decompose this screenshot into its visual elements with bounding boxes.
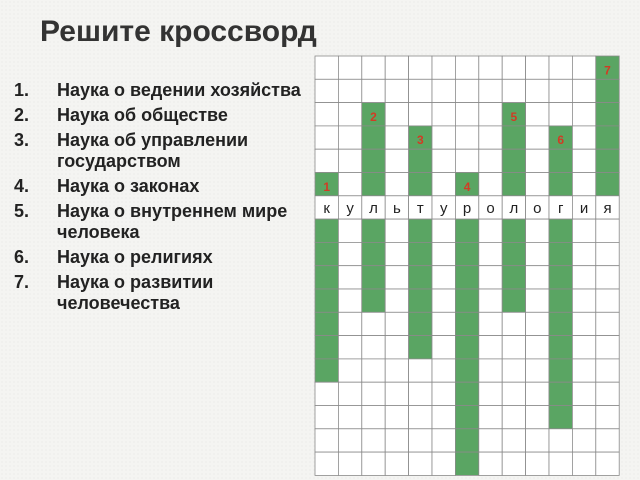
- grid-cell: [315, 406, 338, 429]
- grid-cell: [455, 79, 478, 102]
- filled-cell: [455, 336, 478, 359]
- answer-letter: о: [533, 200, 542, 218]
- filled-cell: [315, 289, 338, 312]
- grid-cell: [596, 429, 619, 452]
- grid-cell: [479, 429, 502, 452]
- answer-letter: и: [579, 200, 589, 218]
- grid-cell: [502, 382, 525, 405]
- grid-cell: [432, 56, 455, 79]
- grid-cell: [409, 359, 432, 382]
- grid-cell: [338, 382, 361, 405]
- filled-cell: [409, 312, 432, 335]
- grid-cell: [479, 406, 502, 429]
- word-number-7: 7: [604, 63, 611, 78]
- grid-cell: [502, 406, 525, 429]
- filled-cell: [362, 242, 385, 265]
- filled-cell: [549, 266, 572, 289]
- answer-letter: к: [323, 200, 330, 218]
- grid-cell: [479, 359, 502, 382]
- answer-letter: о: [486, 200, 495, 218]
- filled-cell: [549, 242, 572, 265]
- filled-cell: [455, 312, 478, 335]
- grid-cell: [572, 79, 595, 102]
- grid-cell: [385, 406, 408, 429]
- filled-cell: [549, 219, 572, 242]
- grid-cell: [338, 312, 361, 335]
- grid-cell: [596, 312, 619, 335]
- filled-cell: [409, 149, 432, 172]
- grid-cell: [315, 429, 338, 452]
- grid-cell: [315, 126, 338, 149]
- filled-cell: [315, 242, 338, 265]
- grid-cell: [385, 336, 408, 359]
- grid-cell: [502, 429, 525, 452]
- filled-cell: [409, 242, 432, 265]
- grid-cell: [596, 336, 619, 359]
- filled-cell: [596, 173, 619, 196]
- grid-cell: [338, 406, 361, 429]
- grid-cell: [549, 452, 572, 475]
- clue-text: Наука о развитии человечества: [57, 272, 214, 313]
- filled-cell: [362, 149, 385, 172]
- word-number-5: 5: [510, 109, 518, 124]
- filled-cell: [362, 126, 385, 149]
- grid-cell: [502, 336, 525, 359]
- word-number-1: 1: [323, 179, 331, 194]
- grid-cell: [572, 242, 595, 265]
- grid-cell: [572, 219, 595, 242]
- clue-number: 5.: [14, 201, 30, 221]
- grid-cell: [479, 312, 502, 335]
- grid-cell: [409, 406, 432, 429]
- grid-cell: [385, 266, 408, 289]
- grid-cell: [362, 406, 385, 429]
- grid-cell: [596, 406, 619, 429]
- grid-cell: [572, 359, 595, 382]
- grid-cell: [385, 359, 408, 382]
- grid-cell: [549, 56, 572, 79]
- grid-cell: [432, 336, 455, 359]
- grid-cell: [432, 103, 455, 126]
- grid-cell: [596, 289, 619, 312]
- grid-cell: [596, 382, 619, 405]
- grid-cell: [432, 359, 455, 382]
- grid-cell: [572, 406, 595, 429]
- grid-cell: [572, 103, 595, 126]
- page-title: Решите кроссворд: [40, 15, 317, 48]
- grid-cell: [385, 219, 408, 242]
- grid-cell: [526, 79, 549, 102]
- grid-cell: [526, 56, 549, 79]
- grid-cell: [526, 289, 549, 312]
- grid-cell: [479, 103, 502, 126]
- filled-cell: [409, 336, 432, 359]
- grid-cell: [526, 382, 549, 405]
- grid-cell: [526, 266, 549, 289]
- filled-cell: [315, 336, 338, 359]
- grid-cell: [526, 452, 549, 475]
- grid-cell: [432, 266, 455, 289]
- grid-cell: [572, 429, 595, 452]
- grid-cell: [432, 429, 455, 452]
- filled-cell: [409, 266, 432, 289]
- clue-text: Наука об обществе: [57, 105, 228, 125]
- grid-cell: [479, 173, 502, 196]
- grid-cell: [502, 56, 525, 79]
- grid-cell: [409, 103, 432, 126]
- filled-cell: [409, 173, 432, 196]
- grid-cell: [455, 126, 478, 149]
- grid-cell: [549, 103, 572, 126]
- grid-cell: [385, 452, 408, 475]
- grid-cell: [385, 429, 408, 452]
- filled-cell: [362, 219, 385, 242]
- word-number-4: 4: [463, 179, 471, 194]
- grid-cell: [526, 149, 549, 172]
- grid-cell: [572, 126, 595, 149]
- grid-cell: [362, 79, 385, 102]
- grid-cell: [385, 79, 408, 102]
- grid-cell: [315, 103, 338, 126]
- grid-cell: [315, 79, 338, 102]
- answer-letter: у: [439, 200, 448, 218]
- answer-letter: р: [462, 200, 472, 218]
- grid-cell: [338, 359, 361, 382]
- filled-cell: [409, 289, 432, 312]
- grid-cell: [596, 359, 619, 382]
- grid-cell: [549, 429, 572, 452]
- grid-cell: [502, 312, 525, 335]
- filled-cell: [455, 452, 478, 475]
- grid-cell: [572, 173, 595, 196]
- grid-cell: [596, 219, 619, 242]
- grid-cell: [315, 56, 338, 79]
- grid-cell: [502, 452, 525, 475]
- filled-cell: [455, 382, 478, 405]
- grid-cell: [479, 79, 502, 102]
- grid-cell: [338, 266, 361, 289]
- filled-cell: [596, 149, 619, 172]
- grid-cell: [409, 382, 432, 405]
- filled-cell: [549, 289, 572, 312]
- grid-cell: [338, 149, 361, 172]
- grid-cell: [362, 452, 385, 475]
- grid-cell: [362, 429, 385, 452]
- grid-cell: [526, 173, 549, 196]
- answer-letter: я: [603, 200, 612, 218]
- grid-cell: [432, 126, 455, 149]
- answer-letter: л: [369, 200, 378, 218]
- filled-cell: [502, 289, 525, 312]
- grid-cell: [432, 149, 455, 172]
- grid-cell: [432, 289, 455, 312]
- grid-cell: [455, 56, 478, 79]
- grid-cell: [385, 173, 408, 196]
- grid-cell: [385, 312, 408, 335]
- filled-cell: [502, 173, 525, 196]
- filled-cell: [455, 406, 478, 429]
- grid-cell: [385, 56, 408, 79]
- filled-cell: [549, 149, 572, 172]
- filled-cell: [596, 79, 619, 102]
- grid-cell: [479, 242, 502, 265]
- filled-cell: [455, 219, 478, 242]
- filled-cell: [549, 382, 572, 405]
- grid-cell: [526, 429, 549, 452]
- grid-cell: [362, 56, 385, 79]
- grid-cell: [385, 382, 408, 405]
- grid-cell: [526, 336, 549, 359]
- filled-cell: [315, 359, 338, 382]
- grid-cell: [526, 359, 549, 382]
- grid-cell: [479, 219, 502, 242]
- clue-number: 6.: [14, 247, 30, 267]
- grid-cell: [479, 149, 502, 172]
- grid-cell: [385, 103, 408, 126]
- filled-cell: [362, 289, 385, 312]
- grid-cell: [432, 406, 455, 429]
- clue-text: Наука о религиях: [57, 247, 213, 267]
- word-number-2: 2: [370, 109, 377, 124]
- grid-cell: [572, 149, 595, 172]
- grid-cell: [338, 56, 361, 79]
- grid-cell: [572, 289, 595, 312]
- filled-cell: [502, 149, 525, 172]
- filled-cell: [362, 266, 385, 289]
- answer-letter: л: [509, 200, 519, 218]
- grid-cell: [572, 266, 595, 289]
- grid-cell: [526, 406, 549, 429]
- clue-number: 3.: [14, 130, 30, 150]
- grid-cell: [432, 452, 455, 475]
- filled-cell: [455, 289, 478, 312]
- grid-cell: [362, 336, 385, 359]
- grid-cell: [315, 382, 338, 405]
- filled-cell: [502, 242, 525, 265]
- filled-cell: [315, 266, 338, 289]
- grid-cell: [338, 103, 361, 126]
- filled-cell: [502, 219, 525, 242]
- grid-cell: [338, 79, 361, 102]
- grid-cell: [479, 126, 502, 149]
- grid-cell: [385, 242, 408, 265]
- filled-cell: [596, 126, 619, 149]
- filled-cell: [315, 312, 338, 335]
- grid-cell: [432, 382, 455, 405]
- answer-letter: у: [346, 200, 354, 218]
- grid-cell: [338, 289, 361, 312]
- clue-text: Наука о ведении хозяйства: [57, 80, 301, 100]
- clue-text: Наука о внутреннем мире человека: [57, 201, 288, 242]
- grid-cell: [409, 429, 432, 452]
- grid-cell: [479, 56, 502, 79]
- word-number-3: 3: [416, 133, 424, 148]
- grid-cell: [362, 312, 385, 335]
- filled-cell: [502, 266, 525, 289]
- grid-cell: [385, 149, 408, 172]
- filled-cell: [315, 219, 338, 242]
- grid-cell: [315, 149, 338, 172]
- filled-cell: [455, 242, 478, 265]
- grid-cell: [479, 336, 502, 359]
- grid-cell: [479, 382, 502, 405]
- grid-cell: [362, 382, 385, 405]
- filled-cell: [455, 429, 478, 452]
- grid-cell: [338, 452, 361, 475]
- filled-cell: [549, 359, 572, 382]
- grid-cell: [596, 452, 619, 475]
- grid-cell: [479, 452, 502, 475]
- grid-cell: [338, 242, 361, 265]
- grid-cell: [385, 289, 408, 312]
- grid-cell: [338, 126, 361, 149]
- grid-cell: [502, 359, 525, 382]
- grid-cell: [596, 242, 619, 265]
- clue-number: 2.: [14, 105, 30, 125]
- grid-cell: [526, 126, 549, 149]
- grid-cell: [338, 336, 361, 359]
- grid-cell: [455, 149, 478, 172]
- word-number-6: 6: [557, 133, 565, 148]
- grid-cell: [572, 452, 595, 475]
- filled-cell: [549, 173, 572, 196]
- answer-letter: ь: [392, 200, 401, 218]
- grid-cell: [549, 79, 572, 102]
- grid-cell: [479, 289, 502, 312]
- clue-number: 1.: [14, 80, 30, 100]
- filled-cell: [549, 312, 572, 335]
- grid-cell: [385, 126, 408, 149]
- grid-cell: [338, 429, 361, 452]
- grid-cell: [572, 56, 595, 79]
- grid-cell: [432, 242, 455, 265]
- filled-cell: [549, 336, 572, 359]
- grid-cell: [409, 56, 432, 79]
- clue-text: Наука о законах: [57, 176, 200, 196]
- grid-cell: [338, 219, 361, 242]
- grid-cell: [526, 312, 549, 335]
- grid-cell: [432, 173, 455, 196]
- grid-cell: [502, 79, 525, 102]
- grid-cell: [432, 312, 455, 335]
- clue-number: 4.: [14, 176, 30, 196]
- grid-cell: [409, 452, 432, 475]
- grid-cell: [526, 242, 549, 265]
- grid-cell: [526, 103, 549, 126]
- clue-number: 7.: [14, 272, 30, 292]
- grid-cell: [572, 336, 595, 359]
- grid-cell: [572, 312, 595, 335]
- grid-cell: [362, 359, 385, 382]
- filled-cell: [409, 219, 432, 242]
- filled-cell: [502, 126, 525, 149]
- filled-cell: [362, 173, 385, 196]
- clue-text: Наука об управлении государством: [57, 130, 249, 171]
- answer-letter: г: [557, 200, 564, 218]
- filled-cell: [596, 103, 619, 126]
- grid-cell: [479, 266, 502, 289]
- answer-letter: т: [416, 200, 424, 218]
- filled-cell: [455, 266, 478, 289]
- grid-cell: [526, 219, 549, 242]
- grid-cell: [432, 219, 455, 242]
- grid-cell: [432, 79, 455, 102]
- grid-cell: [455, 103, 478, 126]
- grid-cell: [596, 266, 619, 289]
- grid-cell: [409, 79, 432, 102]
- grid-cell: [315, 452, 338, 475]
- filled-cell: [455, 359, 478, 382]
- grid-cell: [572, 382, 595, 405]
- filled-cell: [549, 406, 572, 429]
- grid-cell: [338, 173, 361, 196]
